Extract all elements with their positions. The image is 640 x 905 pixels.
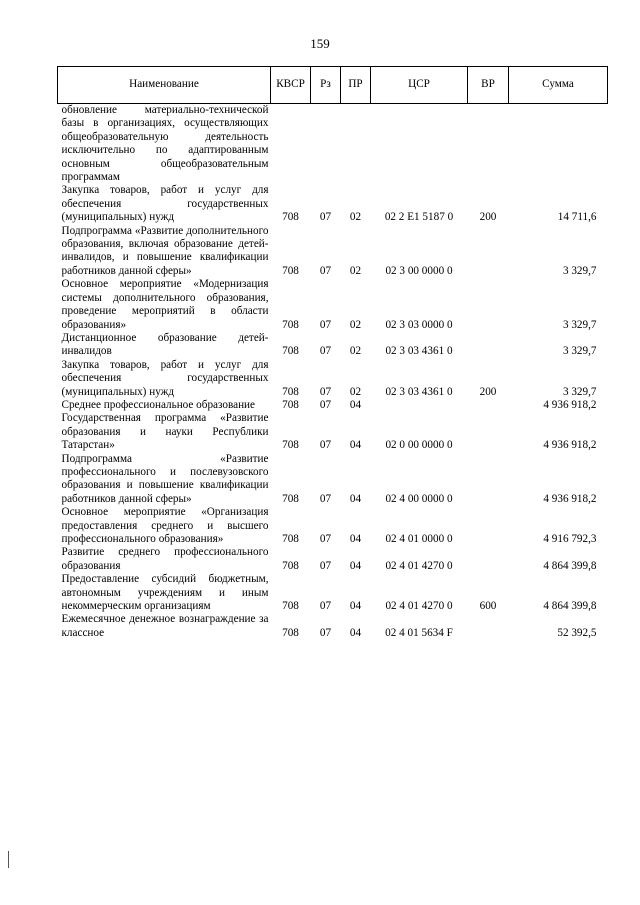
row-pr: 04	[349, 398, 362, 411]
row-pr: 04	[349, 492, 362, 505]
header-rz: Рз	[311, 67, 341, 104]
row-vr: 200	[479, 385, 497, 398]
header-name: Наименование	[58, 67, 271, 104]
row-sum: 3 329,7	[562, 264, 597, 277]
row-sum: 3 329,7	[562, 345, 597, 358]
row-rz: 07	[319, 264, 332, 277]
row-kvsr: 708	[282, 492, 299, 505]
row-sum: 3 329,7	[562, 385, 597, 398]
header-sum: Сумма	[509, 67, 608, 104]
row-rz: 07	[319, 439, 332, 452]
row-pr: 04	[349, 600, 362, 613]
row-kvsr	[271, 104, 311, 185]
table-header-row	[58, 67, 608, 104]
table-row	[58, 613, 608, 640]
row-vr	[468, 412, 509, 452]
row-sum: 3 329,7	[562, 318, 597, 331]
row-kvsr: 708	[282, 385, 299, 398]
row-sum: 52 392,5	[557, 626, 597, 639]
row-name: Государственная программа «Развитие образования и науки Республики Татарстан»	[61, 412, 269, 452]
row-vr	[468, 278, 509, 332]
row-rz: 07	[319, 345, 332, 358]
budget-table	[57, 66, 608, 640]
table-row	[58, 506, 608, 546]
row-pr: 02	[349, 211, 362, 224]
row-rz: 07	[319, 492, 332, 505]
table-row	[58, 225, 608, 279]
row-pr: 02	[349, 385, 362, 398]
table-row	[58, 546, 608, 573]
row-name: Дистанционное образование детей-инвалидов	[61, 331, 269, 358]
row-vr: 600	[479, 600, 497, 613]
row-csr	[371, 104, 468, 185]
row-pr: 04	[349, 626, 362, 639]
row-sum: 4 864 399,8	[543, 600, 597, 613]
row-kvsr: 708	[282, 626, 299, 639]
header-csr: ЦСР	[371, 67, 468, 104]
row-csr: 02 3 00 0000 0	[385, 264, 453, 277]
row-rz: 07	[319, 211, 332, 224]
row-csr: 02 4 01 0000 0	[385, 533, 453, 545]
row-vr	[468, 225, 509, 279]
table-row	[58, 453, 608, 507]
row-csr: 02 2 E1 5187 0	[384, 211, 454, 224]
row-name: Закупка товаров, работ и услуг для обеспечения государственных (муниципальных) нужд	[61, 184, 269, 224]
row-name: Подпрограмма «Развитие профессионального и послевузовского образования и повышение квалификации работников данной сферы»	[61, 452, 269, 505]
table-row	[58, 278, 608, 332]
header-pr: ПР	[341, 67, 371, 104]
row-sum: 4 864 399,8	[543, 559, 597, 572]
row-rz: 07	[319, 559, 332, 572]
table-row	[58, 184, 608, 224]
row-csr: 02 3 03 4361 0	[385, 385, 453, 398]
page-number: 159	[310, 36, 330, 51]
row-vr: 200	[479, 211, 497, 224]
row-rz	[311, 104, 341, 185]
row-name: Ежемесячное денежное вознаграждение за классное	[61, 613, 269, 639]
row-kvsr: 708	[282, 600, 299, 613]
row-pr: 04	[349, 533, 362, 545]
row-sum: 14 711,6	[557, 211, 597, 224]
row-rz: 07	[319, 398, 332, 411]
row-kvsr: 708	[282, 318, 299, 331]
row-name: Среднее профессиональное образование	[61, 398, 256, 411]
table-row	[58, 399, 608, 412]
row-pr: 02	[349, 264, 362, 277]
table-row	[58, 332, 608, 359]
row-sum: 4 916 792,3	[543, 533, 597, 545]
row-vr	[468, 613, 509, 640]
row-pr	[341, 104, 371, 185]
row-csr: 02 3 03 4361 0	[385, 345, 453, 358]
margin-mark	[8, 851, 9, 868]
row-rz: 07	[319, 533, 332, 545]
row-sum: 4 936 918,2	[543, 439, 597, 452]
row-kvsr: 708	[282, 211, 299, 224]
row-kvsr: 708	[282, 559, 299, 572]
row-vr	[468, 453, 509, 507]
row-csr: 02 3 03 0000 0	[385, 318, 453, 331]
row-rz: 07	[319, 600, 332, 613]
row-csr	[371, 399, 468, 412]
row-kvsr: 708	[282, 345, 299, 358]
row-vr	[468, 104, 509, 185]
row-pr: 02	[349, 345, 362, 358]
row-name: Развитие среднего профессионального образования	[61, 546, 269, 572]
row-sum: 4 936 918,2	[543, 398, 597, 411]
row-vr	[468, 506, 509, 546]
row-vr	[468, 546, 509, 573]
row-name: обновление материально-технической базы в организациях, осуществляющих общеобразовательную деятельность исключительно по адаптированным основным общеобразовательным программам	[61, 104, 269, 184]
row-kvsr: 708	[282, 533, 299, 545]
row-csr: 02 4 01 5634 F	[385, 626, 453, 639]
row-csr: 02 4 01 4270 0	[385, 600, 453, 613]
row-csr: 02 0 00 0000 0	[385, 439, 453, 452]
row-name: Подпрограмма «Развитие дополнительного образования, включая образование детей-инвалидов, и повышение квалификации работников данной сферы»	[61, 224, 269, 277]
table-row	[58, 104, 608, 185]
table-row	[58, 412, 608, 452]
row-rz: 07	[319, 318, 332, 331]
row-vr	[468, 332, 509, 359]
row-rz: 07	[319, 626, 332, 639]
row-kvsr: 708	[282, 398, 299, 411]
row-csr: 02 4 01 4270 0	[385, 559, 453, 572]
table-row	[58, 573, 608, 613]
header-kvsr: КВСР	[271, 67, 311, 104]
row-name: Основное мероприятие «Модернизация системы дополнительного образования, проведение мероприятий в области образования»	[61, 278, 269, 331]
header-vr: ВР	[468, 67, 509, 104]
row-name: Предоставление субсидий бюджетным, автономным учреждениям и иным некоммерческим организациям	[61, 573, 269, 613]
row-kvsr: 708	[282, 264, 299, 277]
row-csr: 02 4 00 0000 0	[385, 492, 453, 505]
row-kvsr: 708	[282, 439, 299, 452]
row-name: Закупка товаров, работ и услуг для обеспечения государственных (муниципальных) нужд	[61, 358, 269, 398]
row-rz: 07	[319, 385, 332, 398]
row-pr: 04	[349, 439, 362, 452]
table-row	[58, 359, 608, 399]
row-vr	[468, 399, 509, 412]
row-sum: 4 936 918,2	[543, 492, 597, 505]
row-sum	[509, 104, 608, 185]
row-pr: 02	[349, 318, 362, 331]
row-pr: 04	[349, 559, 362, 572]
row-name: Основное мероприятие «Организация предоставления среднего и высшего профессионального образования»	[61, 506, 269, 545]
